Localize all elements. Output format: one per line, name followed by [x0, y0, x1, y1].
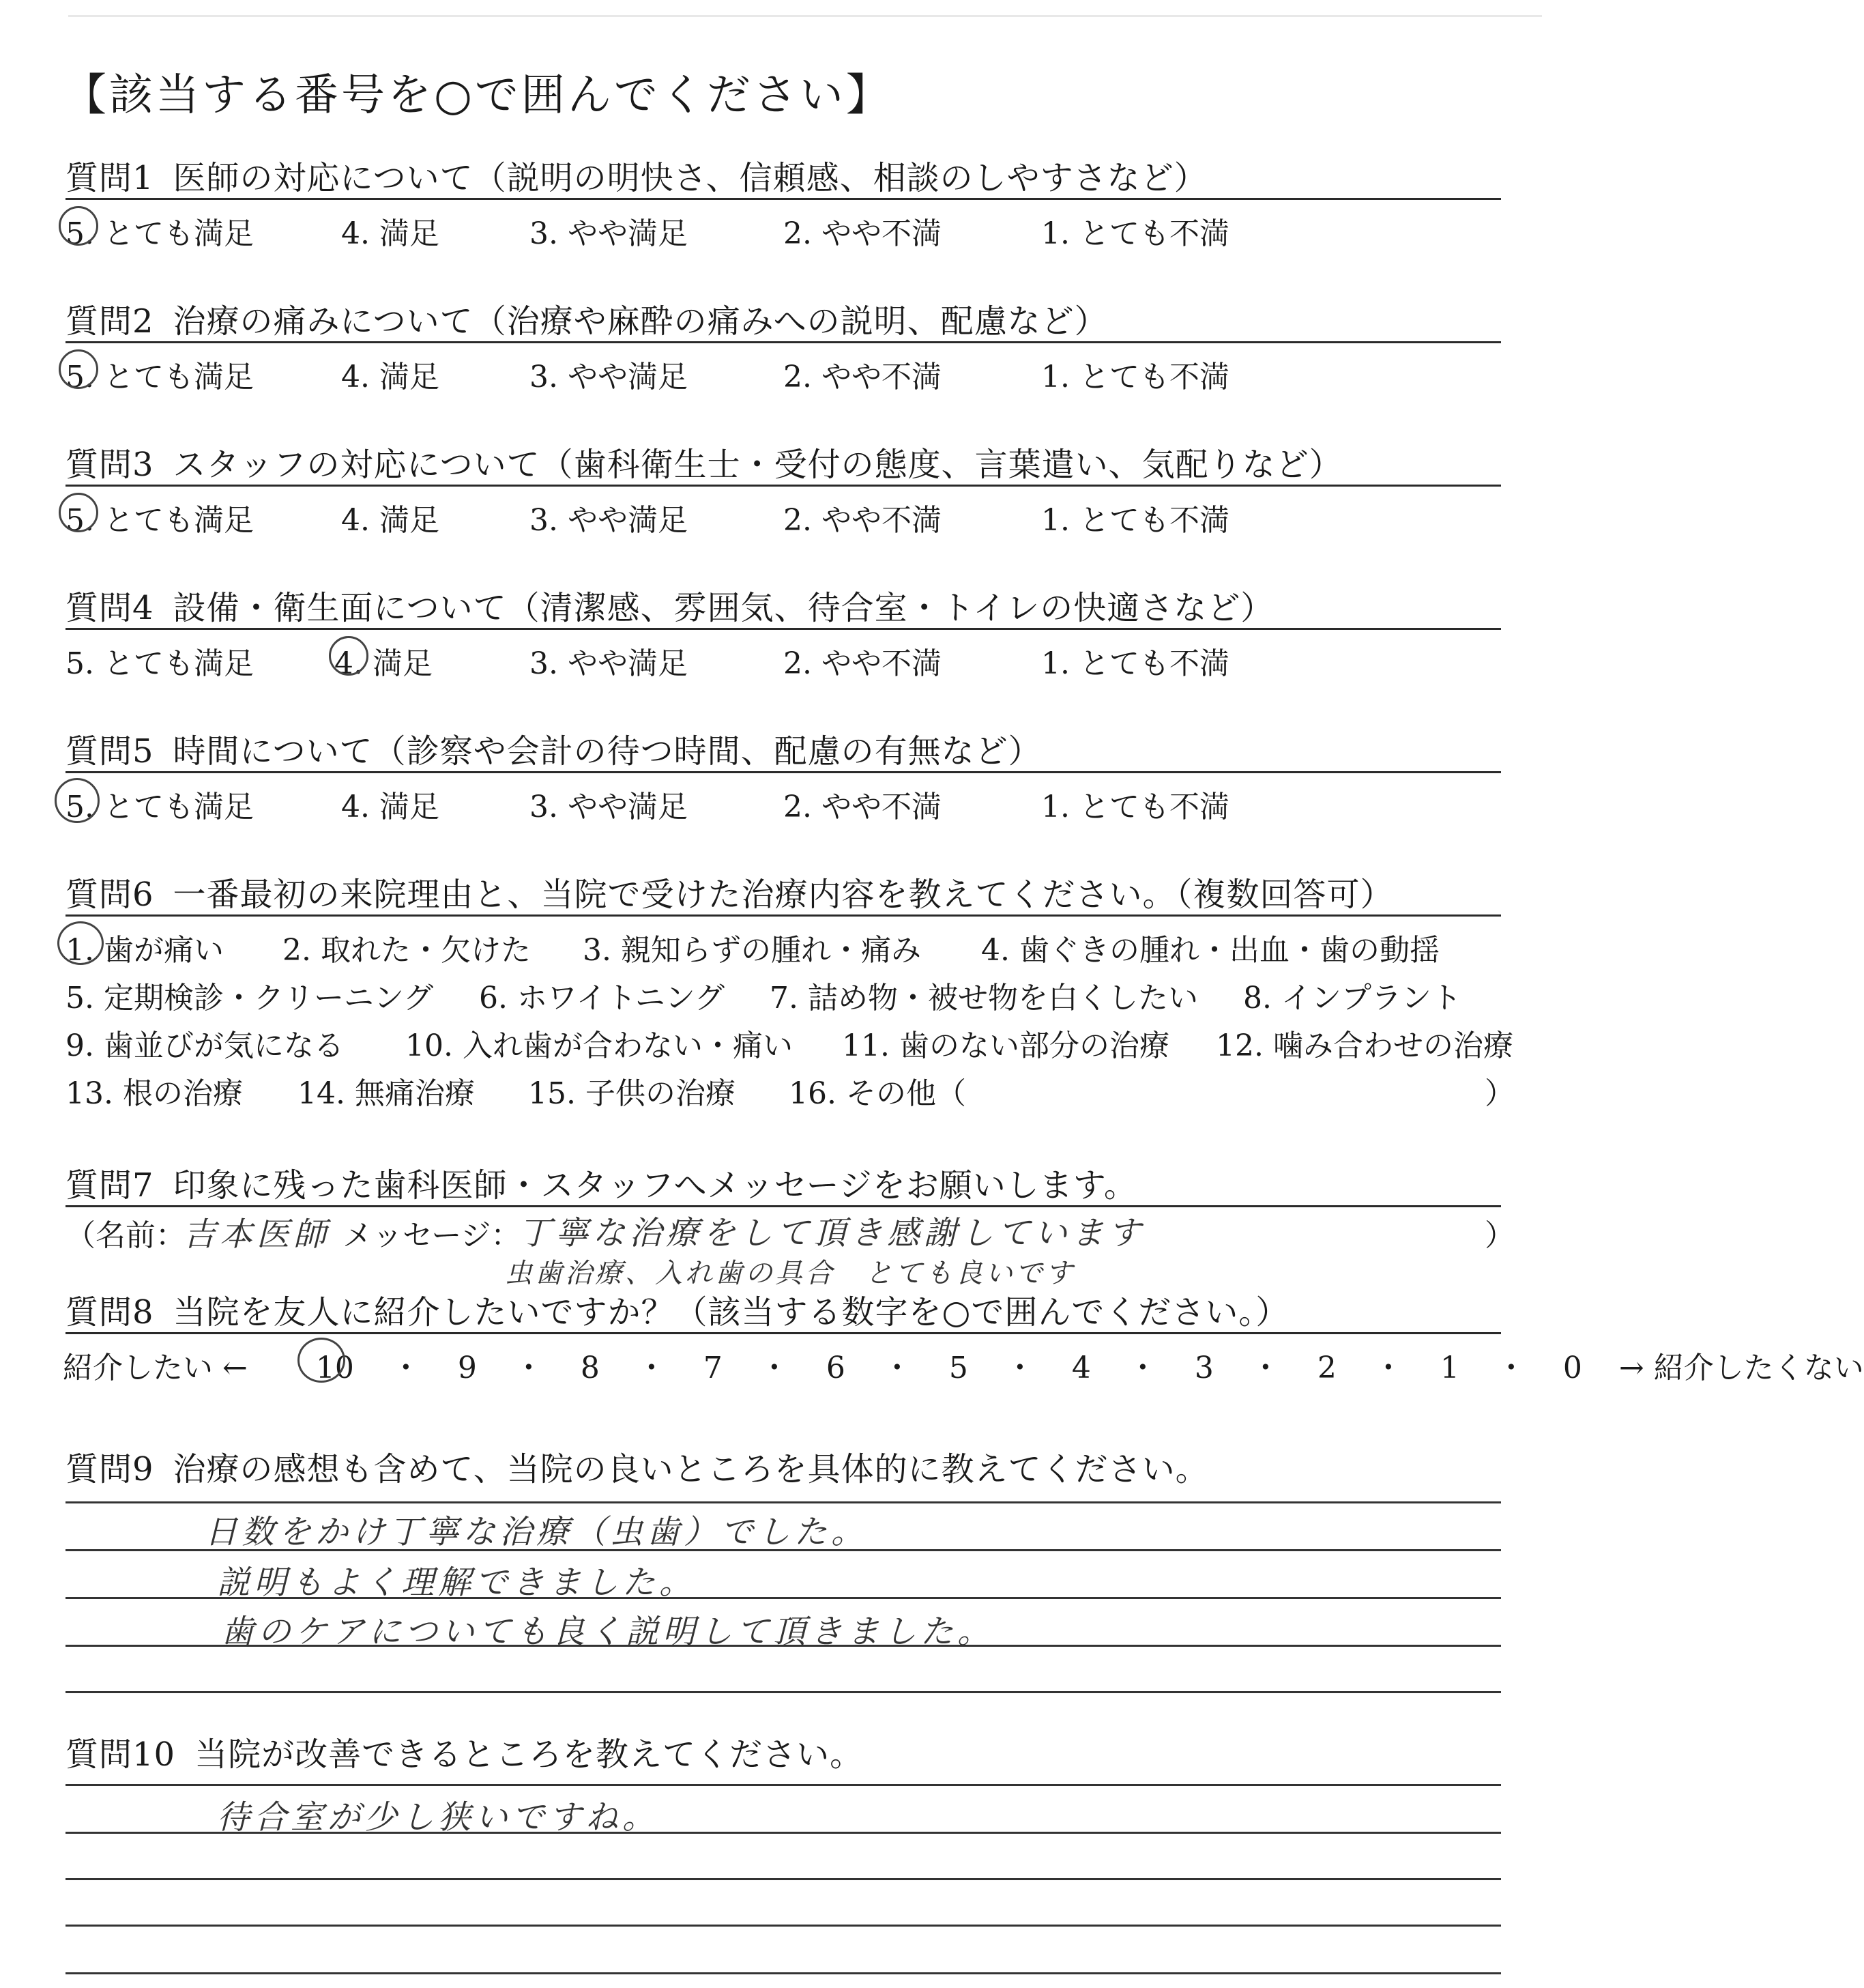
q3-option-5[interactable]: 5. とても満足 [65, 503, 254, 538]
q4-option-2[interactable]: 2. やや不満 [783, 646, 942, 681]
q8-dot-separator: ・ [1250, 1351, 1281, 1385]
q8-scale-5[interactable]: 5 [948, 1351, 968, 1385]
question-text: 当院を友人に紹介したいですか？（該当する数字を○で囲んでください。） [173, 1293, 1290, 1331]
question-text: 医師の対応について（説明の明快さ、信頼感、相談のしやすさなど） [173, 159, 1208, 197]
q6-option-8[interactable]: 8. インプラント [1243, 981, 1461, 1015]
q6-option-9[interactable]: 9. 歯並びが気になる [65, 1028, 344, 1063]
question-6-rule [65, 914, 1501, 917]
q3-option-4[interactable]: 4. 満足 [341, 503, 439, 538]
q8-dot-separator: ・ [1496, 1351, 1526, 1385]
q6-option-11[interactable]: 11. 歯のない部分の治療 [842, 1028, 1169, 1063]
q5-option-2[interactable]: 2. やや不満 [783, 790, 942, 824]
question-3 [65, 438, 1498, 485]
q8-dot-separator: ・ [636, 1351, 667, 1385]
q6-option-6[interactable]: 6. ホワイトニング [479, 981, 725, 1015]
q2-option-1[interactable]: 1. とても不満 [1041, 360, 1229, 394]
top-border [68, 15, 1542, 17]
q1-option-5[interactable]: 5. とても満足 [65, 216, 254, 251]
q7-name-label: （名前： [65, 1218, 186, 1253]
question-8 [65, 1286, 1498, 1333]
q1-option-2[interactable]: 2. やや不満 [783, 216, 942, 251]
question-number: 質問3 [65, 446, 154, 484]
q2-option-5[interactable]: 5. とても満足 [65, 360, 254, 394]
q1-option-4[interactable]: 4. 満足 [341, 216, 439, 251]
question-number: 質問9 [65, 1450, 154, 1488]
q5-option-3[interactable]: 3. やや満足 [529, 790, 688, 824]
q8-scale-2[interactable]: 2 [1317, 1351, 1337, 1385]
q8-dot-separator: ・ [759, 1351, 789, 1385]
q4-option-4[interactable]: 4. 満足 [334, 646, 433, 681]
question-4 [65, 581, 1498, 629]
q9-handwriting-line1: 日数をかけ丁寧な治療（虫歯）でした。 [205, 1513, 869, 1551]
q8-dot-separator: ・ [1004, 1351, 1035, 1385]
q6-option-15[interactable]: 15. 子供の治療 [528, 1076, 736, 1111]
q5-option-5[interactable]: 5. とても満足 [65, 790, 254, 824]
q6-option-13[interactable]: 13. 根の治療 [65, 1076, 243, 1111]
q8-recommend-scale [63, 1343, 1864, 1387]
q9-handwriting-line2: 説明もよく理解できました。 [217, 1564, 697, 1602]
q1-option-3[interactable]: 3. やや満足 [529, 216, 688, 251]
q6-other-close-paren: ） [1485, 1076, 1515, 1111]
q3-option-3[interactable]: 3. やや満足 [529, 503, 688, 538]
question-6 [65, 868, 1498, 915]
q4-option-3[interactable]: 3. やや満足 [529, 646, 688, 681]
q8-left-label: 紹介したい ← [63, 1351, 248, 1385]
q8-dot-separator: ・ [882, 1351, 912, 1385]
q8-scale-8[interactable]: 8 [580, 1351, 600, 1385]
question-number: 質問1 [65, 159, 154, 197]
q8-dot-separator: ・ [1127, 1351, 1158, 1385]
question-text: 設備・衛生面について（清潔感、雰囲気、待合室・トイレの快適さなど） [173, 589, 1275, 627]
q6-selected-circle [57, 921, 104, 965]
question-1-rule [65, 198, 1501, 200]
q8-scale-0[interactable]: 0 [1562, 1351, 1582, 1385]
q5-option-4[interactable]: 4. 満足 [341, 790, 439, 824]
q8-scale-3[interactable]: 3 [1194, 1351, 1214, 1385]
q6-option-7[interactable]: 7. 詰め物・被せ物を白くしたい [770, 981, 1198, 1015]
q8-scale-4[interactable]: 4 [1071, 1351, 1091, 1385]
q7-name-handwriting: 吉本医師 [183, 1215, 331, 1254]
question-number: 質問8 [65, 1293, 154, 1331]
q7-close-paren: ） [1485, 1218, 1515, 1253]
q1-selected-circle [59, 206, 98, 246]
question-text: 当院が改善できるところを教えてください。 [194, 1735, 864, 1774]
question-7 [65, 1159, 1498, 1206]
question-number: 質問2 [65, 302, 154, 341]
question-number: 質問6 [65, 876, 154, 914]
question-5 [65, 725, 1498, 772]
q8-dot-separator: ・ [390, 1351, 421, 1385]
question-5-rule [65, 771, 1501, 773]
q8-scale-7[interactable]: 7 [703, 1351, 723, 1385]
q5-option-1[interactable]: 1. とても不満 [1041, 790, 1229, 824]
q10-answer-line [65, 1925, 1501, 1927]
q2-option-3[interactable]: 3. やや満足 [529, 360, 688, 394]
q7-message-handwriting-line1: 丁寧な治療をして頂き感謝しています [519, 1214, 1146, 1252]
question-4-rule [65, 628, 1501, 630]
question-text: スタッフの対応について（歯科衛生士・受付の態度、言葉遣い、気配りなど） [173, 446, 1343, 484]
page-title: 【該当する番号を○で囲んでください】 [63, 70, 892, 121]
q6-option-14[interactable]: 14. 無痛治療 [297, 1076, 475, 1111]
question-1 [65, 152, 1498, 199]
q8-scale-6[interactable]: 6 [826, 1351, 845, 1385]
q10-answer-line [65, 1972, 1501, 1974]
q9-answer-line [65, 1691, 1501, 1693]
q7-message-label: メッセージ： [343, 1218, 521, 1253]
q3-option-1[interactable]: 1. とても不満 [1041, 503, 1229, 538]
q6-option-5[interactable]: 5. 定期検診・クリーニング [65, 981, 434, 1015]
question-number: 質問5 [65, 732, 154, 770]
q6-option-12[interactable]: 12. 噛み合わせの治療 [1216, 1028, 1513, 1063]
q9-handwriting-line3: 歯のケアについても良く説明して頂きました。 [221, 1613, 995, 1651]
q6-option-3[interactable]: 3. 親知らずの腫れ・痛み [583, 933, 921, 968]
question-3-rule [65, 485, 1501, 487]
q8-scale-10[interactable]: 10 [315, 1351, 354, 1385]
q2-option-2[interactable]: 2. やや不満 [783, 360, 942, 394]
q8-dot-separator: ・ [1373, 1351, 1403, 1385]
q9-answer-line [65, 1501, 1501, 1503]
question-text: 時間について（診察や会計の待つ時間、配慮の有無など） [173, 732, 1042, 770]
q3-option-2[interactable]: 2. やや不満 [783, 503, 942, 538]
question-2 [65, 295, 1498, 342]
q8-dot-separator: ・ [513, 1351, 544, 1385]
question-2-rule [65, 341, 1501, 343]
question-text: 一番最初の来院理由と、当院で受けた治療内容を教えてください。（複数回答可） [173, 876, 1394, 914]
q2-selected-circle [59, 349, 98, 389]
question-number: 質問10 [65, 1735, 176, 1774]
q5-selected-circle [55, 778, 100, 823]
question-10 [65, 1728, 1498, 1775]
q2-option-4[interactable]: 4. 満足 [341, 360, 439, 394]
q8-selected-circle [297, 1338, 345, 1383]
q3-selected-circle [59, 493, 98, 532]
question-text: 治療の感想も含めて、当院の良いところを具体的に教えてください。 [173, 1450, 1209, 1488]
q1-option-1[interactable]: 1. とても不満 [1041, 216, 1229, 251]
question-text: 印象に残った歯科医師・スタッフへメッセージをお願いします。 [173, 1166, 1137, 1205]
q7-message-handwriting-line2: 虫歯治療、入れ歯の具合 とても良いです [505, 1258, 1075, 1289]
q6-option-2[interactable]: 2. 取れた・欠けた [282, 933, 531, 968]
q10-answer-line [65, 1784, 1501, 1786]
q6-option-10[interactable]: 10. 入れ歯が合わない・痛い [405, 1028, 793, 1063]
q6-option-4[interactable]: 4. 歯ぐきの腫れ・出血・歯の動揺 [981, 933, 1440, 968]
q8-right-label: → 紹介したくない [1618, 1351, 1864, 1385]
question-number: 質問7 [65, 1166, 154, 1205]
q8-scale-9[interactable]: 9 [457, 1351, 477, 1385]
question-text: 治療の痛みについて（治療や麻酔の痛みへの説明、配慮など） [173, 302, 1108, 341]
question-number: 質問4 [65, 589, 154, 627]
q4-option-5[interactable]: 5. とても満足 [65, 646, 254, 681]
q10-handwriting-line1: 待合室が少し狭いですね。 [217, 1798, 660, 1836]
q4-selected-circle [329, 636, 368, 676]
q8-scale-1[interactable]: 1 [1440, 1351, 1459, 1385]
question-9 [65, 1443, 1498, 1490]
q4-option-1[interactable]: 1. とても不満 [1041, 646, 1229, 681]
q10-answer-line [65, 1878, 1501, 1880]
question-8-rule [65, 1332, 1501, 1334]
q6-option-1[interactable]: 1. 歯が痛い [65, 933, 224, 968]
q6-option-16[interactable]: 16. その他（ [789, 1076, 966, 1111]
